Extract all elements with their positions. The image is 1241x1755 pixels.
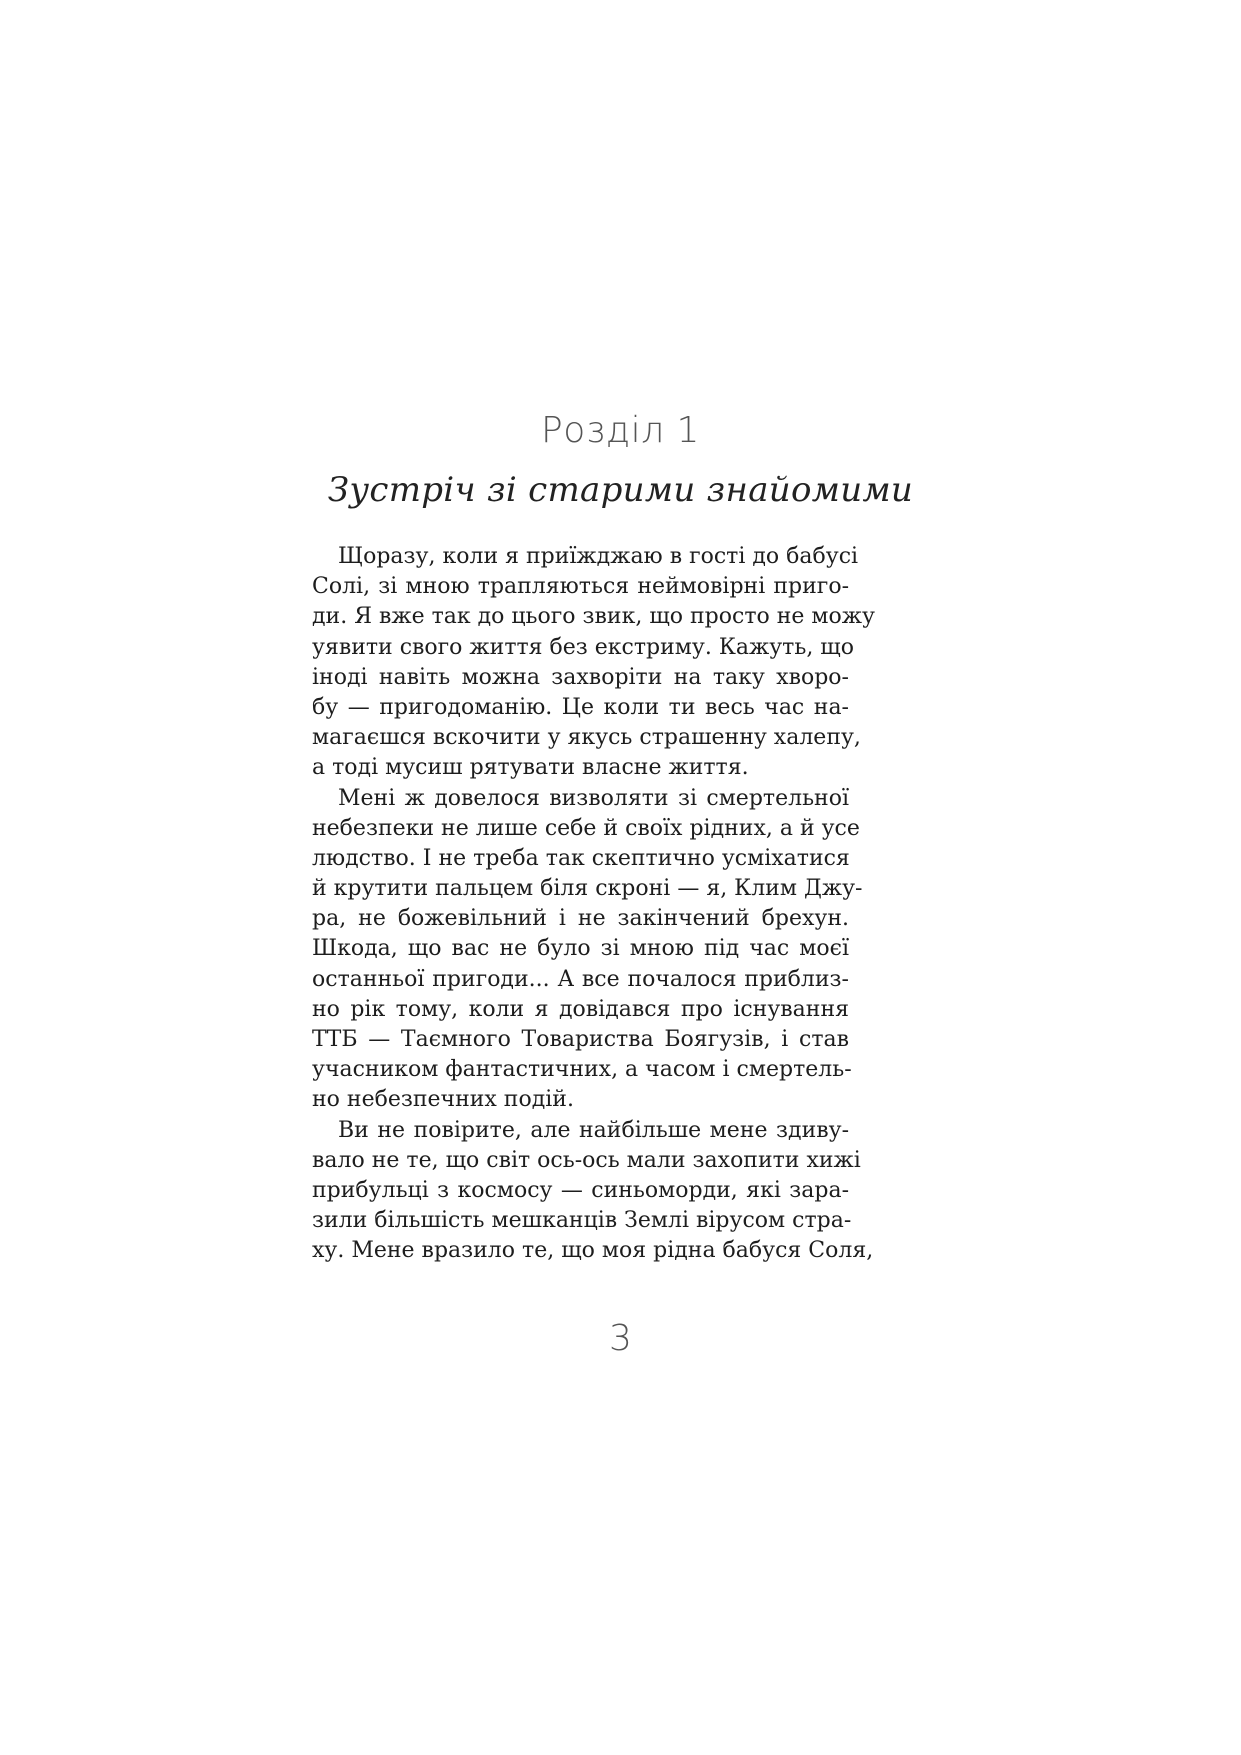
text-line: іноді навіть можна захворіти на таку хворо- [312, 664, 849, 690]
text-line: но рік тому, коли я довідався про існування [312, 996, 849, 1022]
text-line: учасником фантастичних, а часом і смертель- [312, 1057, 852, 1083]
text-line: Щоразу, коли я приїжджаю в гості до бабусі [338, 544, 859, 569]
text-line: ра, не божевільний і не закінчений брехун. [312, 906, 849, 932]
text-line: Шкода, що вас не було зі мною під час моєї [312, 936, 849, 962]
text-line: бу — пригодоманію. Це коли ти весь час на- [312, 694, 849, 720]
page-number: 3 [609, 1318, 632, 1359]
chapter-label: Розділ 1 [541, 410, 700, 451]
text-line: а тоді мусиш рятувати власне життя. [312, 755, 749, 781]
text-line: останньої пригоди... А все почалося приблиз- [312, 966, 849, 992]
text-line: прибульці з космосу — синьоморди, які зара- [312, 1177, 849, 1203]
text-line: ху. Мене вразило те, що моя рідна бабуся Соля, [312, 1238, 874, 1264]
text-line: ди. Я вже так до цього звик, що просто не можу [312, 604, 875, 630]
text-line: уявити свого життя без екстриму. Кажуть, що [312, 634, 854, 660]
text-line: Солі, зі мною трапляються неймовірні приго- [312, 574, 849, 600]
text-line: Мені ж довелося визволяти зі смертельної [338, 785, 849, 811]
text-line: магаєшся вскочити у якусь страшенну халепу, [312, 725, 861, 751]
text-line: зили більшість мешканців Землі вірусом стра- [312, 1208, 852, 1234]
chapter-title: Зустріч зі старими знайомими [327, 470, 914, 510]
text-line: ТТБ — Таємного Товариства Боягузів, і став [312, 1027, 849, 1052]
text-line: небезпеки не лише себе й своїх рідних, а й усе [312, 815, 860, 841]
text-line: людство. І не треба так скептично усміхатися [312, 845, 850, 871]
body-text [312, 542, 875, 1267]
text-line: вало не те, що світ ось-ось мали захопити хижі [312, 1147, 861, 1173]
text-line: но небезпечних подій. [312, 1087, 574, 1113]
text-line: Ви не повірите, але найбільше мене здиву- [338, 1117, 849, 1143]
text-line: й крутити пальцем біля скроні — я, Клим Джу- [312, 876, 863, 902]
